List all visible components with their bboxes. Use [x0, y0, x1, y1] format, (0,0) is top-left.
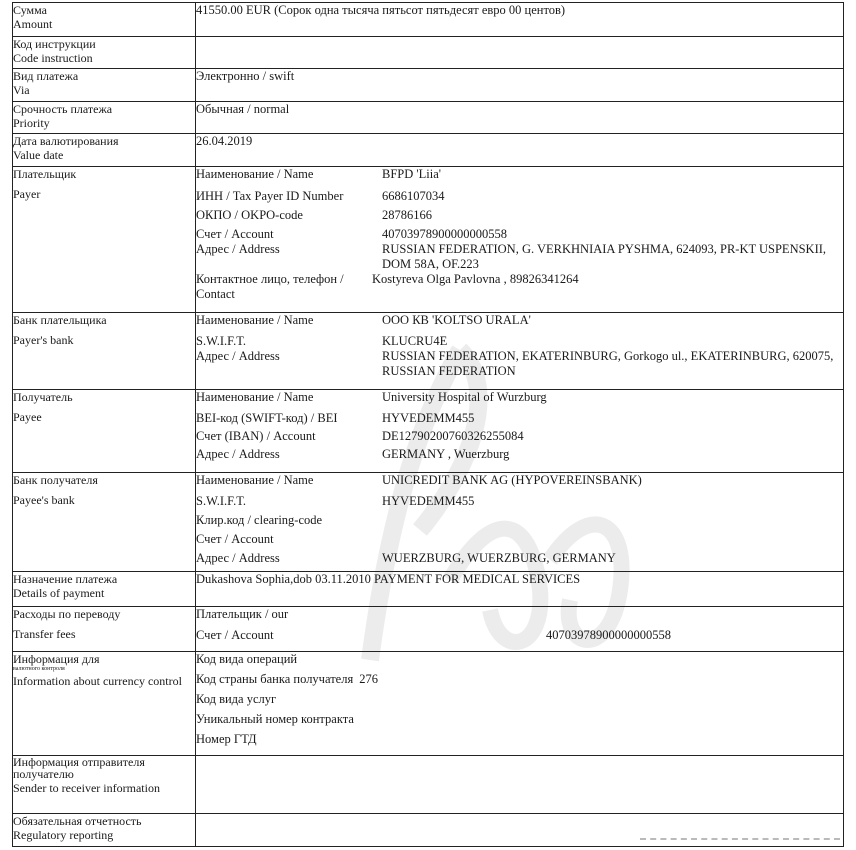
details-label-en: Details of payment — [13, 586, 105, 600]
fees-label-ru: Расходы по переводу — [13, 607, 121, 621]
service-code-key: Код вида услуг — [196, 692, 277, 706]
payee-iban-key: Счет (IBAN) / Account — [196, 429, 316, 443]
currency-control-label-tiny: валютного контроля — [13, 666, 65, 672]
fees-account-value: 40703978900000000558 — [546, 628, 671, 642]
payer-inn-value: 6686107034 — [382, 189, 445, 203]
priority-label-ru: Срочность платежа — [13, 102, 113, 116]
priority-label-en: Priority — [13, 116, 50, 130]
fees-label-en: Transfer fees — [13, 627, 76, 641]
operation-code-key: Код вида операций — [196, 652, 298, 666]
payer-bank-address-value: RUSSIAN FEDERATION, EKATERINBURG, Gorkogo ul., EKATERINBURG, 620075, RUSSIAN FEDERATION — [382, 349, 834, 378]
payer-bank-swift-value: KLUCRU4E — [382, 334, 448, 348]
bottom-scan-artifact — [640, 838, 840, 850]
payee-bank-name-key: Наименование / Name — [196, 473, 314, 487]
details-label-ru: Назначение платежа — [13, 572, 118, 586]
payer-bank-swift-key: S.W.I.F.T. — [196, 334, 247, 348]
payee-bank-label-ru: Банк получателя — [13, 473, 98, 487]
payer-contact-value: Kostyreva Olga Pavlovna , 89826341264 — [372, 272, 579, 286]
payee-bank-label-en: Payee's bank — [13, 493, 75, 507]
amount-row — [13, 3, 844, 37]
payee-name-value: University Hospital of Wurzburg — [382, 390, 547, 404]
value-date-row — [13, 134, 844, 167]
payer-account-key: Счет / Account — [196, 227, 274, 241]
sender-info-label-ru: Информация отправителя получателю — [13, 755, 145, 781]
payer-contact-key: Контактное лицо, телефон / Contact — [196, 272, 344, 301]
payee-row — [13, 390, 844, 473]
payee-label-en: Payee — [13, 410, 42, 424]
via-label-en: Via — [13, 83, 30, 97]
fees-payer-key: Плательщик / our — [196, 607, 289, 621]
payee-bank-name-value: UNICREDIT BANK AG (HYPOVEREINSBANK) — [382, 473, 642, 487]
details-row — [13, 572, 844, 607]
currency-control-label-en: Information about currency control — [13, 674, 182, 688]
via-row — [13, 69, 844, 102]
payee-bank-swift-key: S.W.I.F.T. — [196, 494, 247, 508]
payment-details-table — [12, 2, 844, 847]
payer-okpo-value: 28786166 — [382, 208, 432, 222]
payer-address-value: RUSSIAN FEDERATION, G. VERKHNIAIA PYSHMA, 624093, PR-KT USPENSKII, DOM 58A, OF.223 — [382, 242, 827, 271]
country-code-key: Код страны банка получателя — [196, 672, 354, 686]
payee-address-value: GERMANY , Wuerzburg — [382, 447, 510, 461]
code-instruction-value — [196, 37, 844, 69]
payer-bank-name-key: Наименование / Name — [196, 313, 314, 327]
payer-label-en: Payer — [13, 187, 41, 201]
code-instruction-label-ru: Код инструкции — [13, 37, 96, 51]
payee-name-key: Наименование / Name — [196, 390, 314, 404]
value-date-label-ru: Дата валютирования — [13, 134, 119, 148]
currency-control-row — [13, 652, 844, 756]
payer-name-value: BFPD 'Liia' — [382, 167, 442, 181]
gtd-number-key: Номер ГТД — [196, 732, 257, 746]
code-instruction-label-en: Code instruction — [13, 51, 93, 65]
payee-bank-row — [13, 473, 844, 572]
amount-value: 41550.00 EUR (Сорок одна тысяча пятьсот пятьдесят евро 00 центов) — [196, 3, 844, 37]
payee-bei-value: HYVEDEMM455 — [382, 411, 475, 425]
fees-account-key: Счет / Account — [196, 628, 274, 642]
payee-bank-address-value: WUERZBURG, WUERZBURG, GERMANY — [382, 551, 616, 565]
payee-bank-address-key: Адрес / Address — [196, 551, 280, 565]
sender-info-value — [196, 756, 844, 814]
payee-bank-clearing-key: Клир.код / clearing-code — [196, 513, 323, 527]
details-value: Dukashova Sophia,dob 03.11.2010 PAYMENT FOR MEDICAL SERVICES — [196, 572, 844, 607]
sender-info-row — [13, 756, 844, 814]
priority-row — [13, 102, 844, 134]
payer-address-key: Адрес / Address — [196, 242, 280, 256]
payer-row — [13, 167, 844, 313]
payee-address-key: Адрес / Address — [196, 447, 280, 461]
via-label-ru: Вид платежа — [13, 69, 79, 83]
payer-bank-label-ru: Банк плательщика — [13, 313, 107, 327]
priority-value: Обычная / normal — [196, 102, 844, 134]
payer-inn-key: ИНН / Tax Payer ID Number — [196, 189, 344, 203]
sender-info-label-en: Sender to receiver information — [13, 781, 160, 795]
payer-bank-row — [13, 313, 844, 390]
currency-control-label-ru: Информация для — [13, 652, 100, 666]
regulatory-label-en: Regulatory reporting — [13, 828, 114, 842]
payee-bank-swift-value: HYVEDEMM455 — [382, 494, 475, 508]
payer-account-value: 40703978900000000558 — [382, 227, 507, 241]
payee-bei-key: BEI-код (SWIFT-код) / BEI — [196, 411, 338, 425]
payer-bank-name-value: ООО КВ 'KOLTSO URALA' — [382, 313, 531, 327]
via-value: Электронно / swift — [196, 69, 844, 102]
value-date-value: 26.04.2019 — [196, 134, 844, 167]
amount-label-ru: Сумма — [13, 3, 47, 17]
payer-name-key: Наименование / Name — [196, 167, 314, 181]
payee-label-ru: Получатель — [13, 390, 73, 404]
country-code-value: 276 — [359, 672, 378, 686]
amount-label-en: Amount — [13, 17, 53, 31]
contract-number-key: Уникальный номер контракта — [196, 712, 354, 726]
regulatory-label-ru: Обязательная отчетность — [13, 814, 142, 828]
payer-bank-address-key: Адрес / Address — [196, 349, 280, 363]
payee-bank-account-key: Счет / Account — [196, 532, 274, 546]
payer-bank-label-en: Payer's bank — [13, 333, 74, 347]
payer-label-ru: Плательщик — [13, 167, 77, 181]
fees-row — [13, 607, 844, 652]
value-date-label-en: Value date — [13, 148, 64, 162]
code-instruction-row — [13, 37, 844, 69]
payer-okpo-key: ОКПО / OKPO-code — [196, 208, 303, 222]
payee-iban-value: DE12790200760326255084 — [382, 429, 524, 443]
